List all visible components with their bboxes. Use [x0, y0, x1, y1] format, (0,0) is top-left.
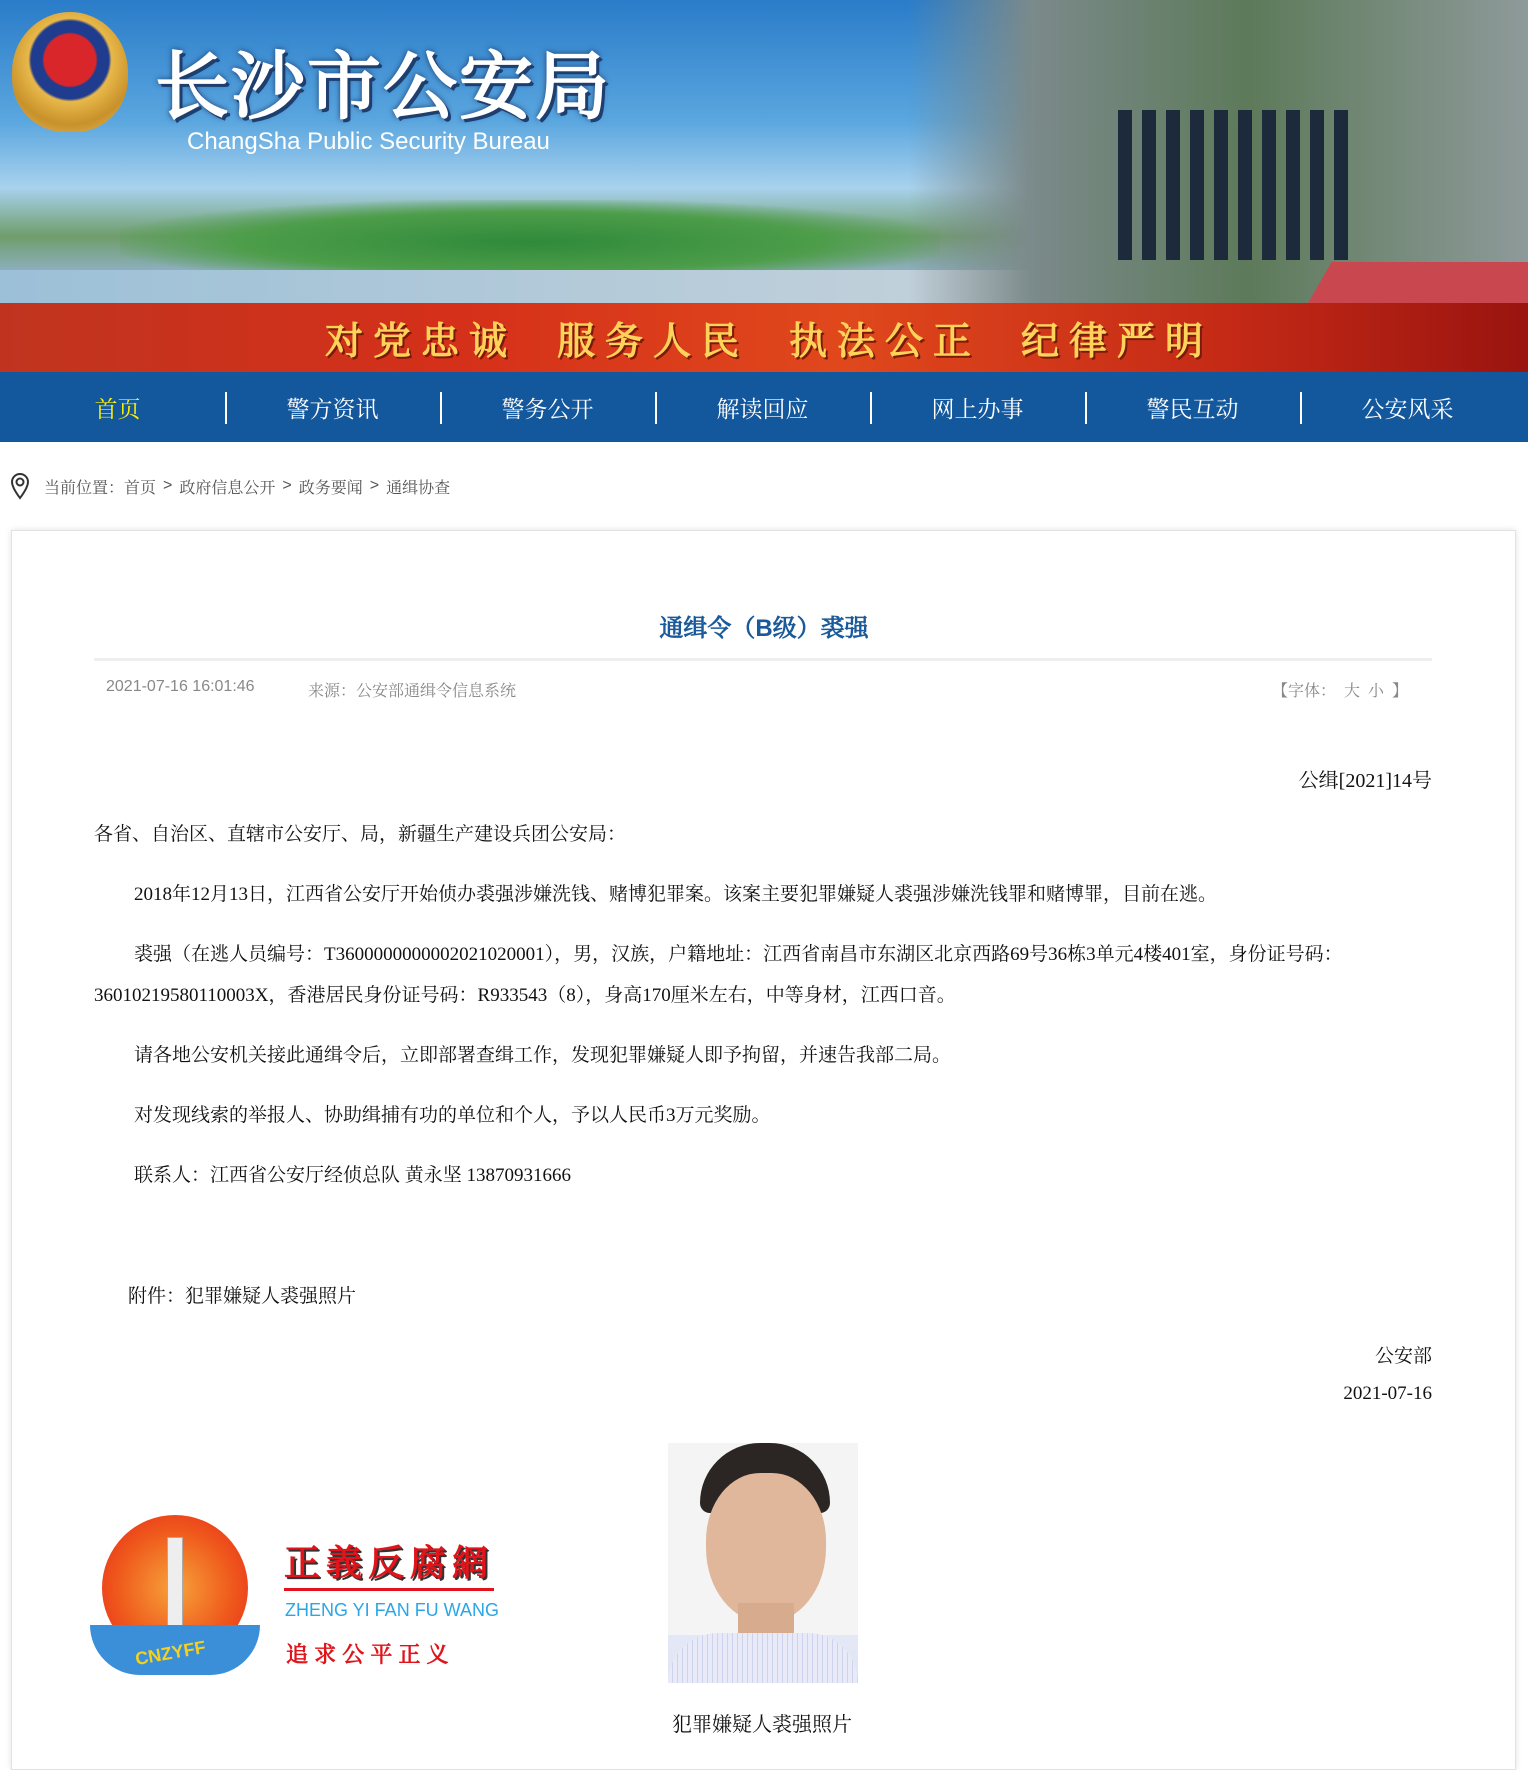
font-size-control: [1272, 678, 1408, 701]
breadcrumb-separator: >: [282, 477, 292, 494]
photo-caption: 犯罪嫌疑人裘强照片: [672, 1714, 852, 1736]
nav-gallery[interactable]: 公安风采: [1300, 372, 1515, 442]
watermark-slogan: 追 求 公 平 正 义: [286, 1642, 449, 1667]
location-pin-icon: [10, 472, 30, 500]
breadcrumb-gov-news[interactable]: 政务要闻: [298, 479, 363, 497]
watermark-name-english: ZHENG YI FAN FU WANG: [285, 1600, 500, 1620]
nav-online-services[interactable]: 网上办事: [870, 372, 1085, 442]
article-source: 来源：公安部通缉令信息系统: [308, 683, 517, 700]
article-title: 通缉令（B级）裘强: [659, 615, 869, 642]
font-small-button[interactable]: 小: [1368, 683, 1385, 700]
nav-police-affairs[interactable]: 警务公开: [440, 372, 655, 442]
font-size-label: 【字体：: [1272, 683, 1337, 700]
main-nav: [0, 372, 1528, 442]
issuer: 公安部: [1374, 1346, 1432, 1367]
nav-interpretation[interactable]: 解读回应: [655, 372, 870, 442]
police-emblem-logo: [12, 12, 128, 132]
nav-interaction[interactable]: 警民互动: [1085, 372, 1300, 442]
suspect-photo: [668, 1443, 858, 1683]
breadcrumb-separator: >: [369, 477, 380, 494]
publish-date: 2021-07-16 16:01:46: [106, 678, 255, 695]
breadcrumb-wanted[interactable]: 通缉协查: [386, 479, 451, 497]
breadcrumb-separator: >: [163, 477, 173, 494]
breadcrumb-gov-info[interactable]: 政府信息公开: [179, 479, 276, 497]
watermark-badge-text: CNZYFF: [133, 1636, 208, 1670]
site-title: 长沙市公安局: [155, 45, 611, 128]
watermark-logo-emblem: [90, 1515, 260, 1685]
salutation: 各省、自治区、直辖市公安厅、局，新疆生产建设兵团公安局：: [94, 824, 627, 845]
paragraph: 对发现线索的举报人、协助缉捕有功的单位和个人，予以人民币3万元奖励。: [134, 1105, 771, 1126]
issue-date: 2021-07-16: [1343, 1383, 1432, 1404]
motto-item: 纪律严明: [1021, 321, 1214, 363]
attachment-label: 附件：犯罪嫌疑人裘强照片: [128, 1286, 357, 1307]
site-banner: [0, 0, 1528, 303]
motto-banner: [0, 303, 1528, 372]
motto-item: 执法公正: [789, 321, 982, 363]
watermark-name: 正義反腐網: [284, 1542, 495, 1584]
breadcrumb-home[interactable]: 首页: [124, 479, 157, 497]
honor-guard-image: [1118, 110, 1348, 260]
paragraph: 2018年12月13日，江西省公安厅开始侦办裘强涉嫌洗钱、赌博犯罪案。该案主要犯罪嫌疑人裘强涉嫌洗钱罪和赌博罪，目前在逃。: [134, 884, 1218, 905]
font-large-button[interactable]: 大: [1344, 683, 1361, 700]
nav-police-news[interactable]: 警方资讯: [225, 372, 440, 442]
document-number: 公缉[2021]14号: [1298, 770, 1432, 792]
nav-home[interactable]: 首页: [94, 395, 141, 422]
motto-item: 对党忠诚: [324, 321, 517, 363]
watermark-rule: [284, 1588, 494, 1591]
paragraph: 裘强（在逃人员编号：T3600000000002021020001），男，汉族，户籍地址：江西省南昌市东湖区北京西路69号36栋3单元4楼401室，身份证号码：: [134, 944, 1343, 965]
breadcrumb-prefix: 当前位置：: [44, 479, 125, 497]
motto-item: 服务人民: [556, 321, 749, 363]
title-divider: [94, 658, 1432, 661]
paragraph: 请各地公安机关接此通缉令后，立即部署查缉工作，发现犯罪嫌疑人即予拘留，并速告我部二局。: [134, 1045, 952, 1066]
font-size-close: 】: [1392, 683, 1409, 700]
breadcrumb: [10, 472, 450, 500]
paragraph: 36010219580110003X，香港居民身份证号码：R933543（8），身高170厘米左右，中等身材，江西口音。: [94, 985, 956, 1006]
site-title-english: ChangSha Public Security Bureau: [187, 128, 550, 155]
contact-person: 联系人：江西省公安厅经侦总队 黄永坚 13870931666: [134, 1165, 572, 1186]
